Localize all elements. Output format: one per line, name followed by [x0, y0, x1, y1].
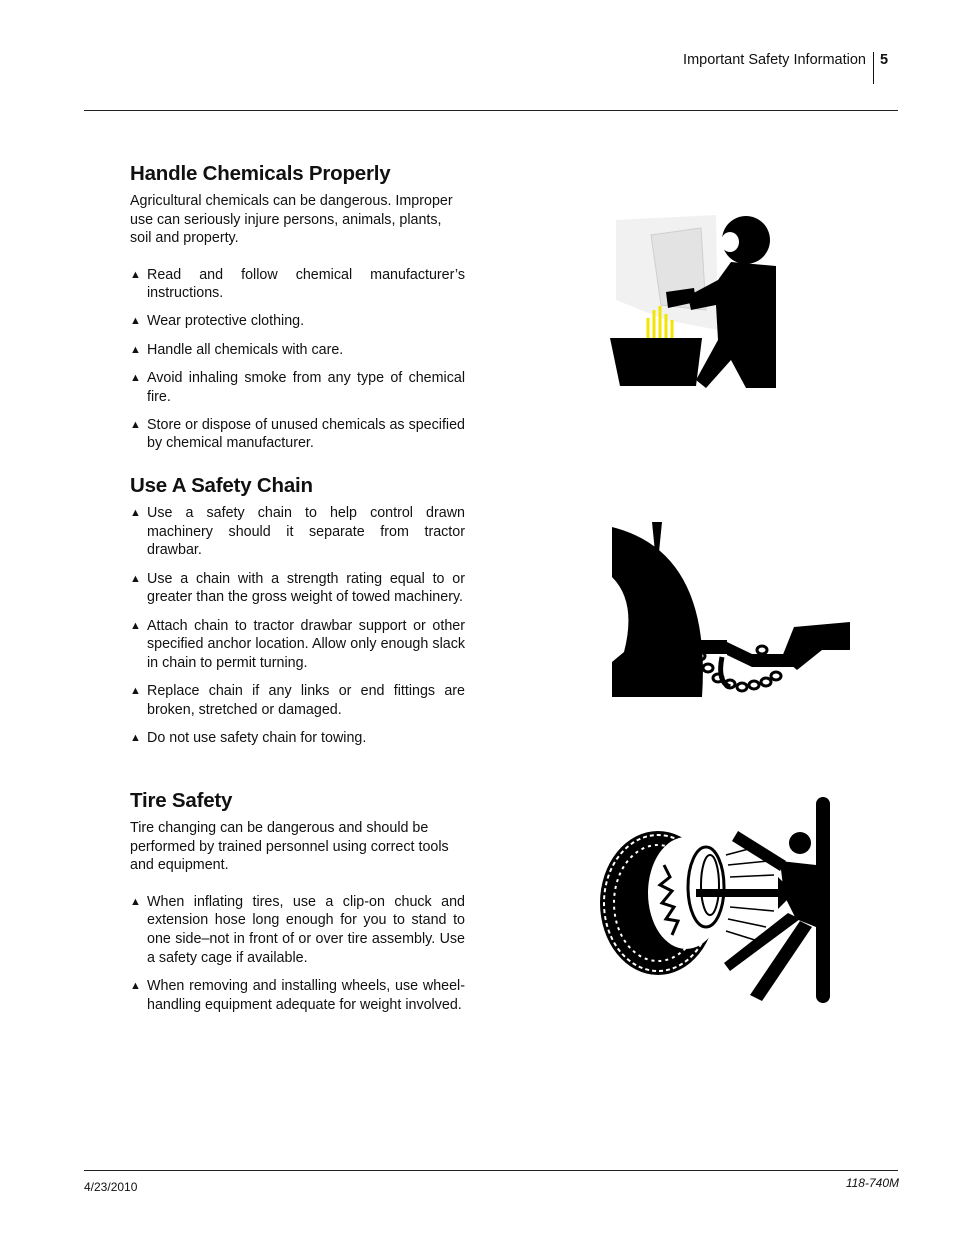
section-title: Use A Safety Chain: [130, 474, 313, 497]
header-divider: [873, 52, 874, 84]
list-item: ▲ Read and follow chemical manufacturer’s instructions.: [130, 266, 465, 302]
page-number: 5: [880, 52, 889, 68]
bullet-list: [130, 504, 465, 748]
list-item: ▲ Replace chain if any links or end fittings are broken, stretched or damaged.: [130, 683, 465, 718]
list-item: ▲ Use a safety chain to help control drawn machinery should it separate from tractor drawbar.: [130, 505, 465, 559]
list-item: ▲ When removing and installing wheels, use wheel-handling equipment adequate for weight involved.: [130, 977, 465, 1013]
list-item: ▲ When inflating tires, use a clip-on chuck and extension hose long enough for you to stand to one side–not in front of or over tire assembly. Use a safety cage if available.: [130, 893, 465, 966]
section-title: Tire Safety: [130, 789, 233, 812]
bullet-triangle-icon: ▲: [130, 343, 141, 356]
bullet-triangle-icon: ▲: [130, 371, 141, 384]
list-item: ▲ Avoid inhaling smoke from any type of chemical fire.: [130, 369, 465, 405]
bullet-triangle-icon: ▲: [130, 619, 141, 632]
section-tire-safety: [130, 789, 465, 1024]
bullet-triangle-icon: ▲: [130, 418, 141, 431]
section-intro: Agricultural chemicals can be dangerous. Improper use can seriously injure persons, animals, plants, soil and property.: [130, 193, 453, 246]
section-title: Handle Chemicals Properly: [130, 162, 391, 185]
section-intro: Tire changing can be dangerous and should be performed by trained personnel using correct tools and equipment.: [130, 820, 449, 873]
list-item: ▲ Attach chain to tractor drawbar support or other specified anchor location. Allow only enough slack in chain to permit turning.: [130, 617, 465, 671]
bullet-triangle-icon: ▲: [130, 268, 141, 281]
bullet-triangle-icon: ▲: [130, 732, 141, 745]
footer-rule: [84, 1170, 898, 1171]
bullet-list: [130, 893, 465, 1015]
list-item: ▲ Use a chain with a strength rating equal to or greater than the gross weight of towed machinery.: [130, 570, 465, 606]
bullet-list: [130, 266, 465, 454]
header-title: Important Safety Information: [683, 52, 866, 68]
list-item: ▲ Do not use safety chain for towing.: [130, 730, 367, 747]
chemical-handling-illustration-icon: [606, 210, 786, 390]
header-rule: [84, 110, 898, 111]
section-safety-chain: [130, 474, 465, 757]
bullet-triangle-icon: ▲: [130, 572, 141, 585]
tire-explosion-illustration-icon: [598, 795, 838, 1005]
bullet-triangle-icon: ▲: [130, 979, 141, 992]
list-item: ▲ Store or dispose of unused chemicals as specified by chemical manufacturer.: [130, 416, 465, 452]
bullet-triangle-icon: ▲: [130, 315, 141, 328]
list-item: ▲ Handle all chemicals with care.: [130, 341, 344, 358]
bullet-triangle-icon: ▲: [130, 685, 141, 698]
list-item: ▲ Wear protective clothing.: [130, 313, 305, 330]
safety-chain-illustration-icon: [612, 522, 852, 702]
footer-doc-code: 118-740M: [845, 1176, 899, 1190]
bullet-triangle-icon: ▲: [130, 895, 141, 908]
section-handle-chemicals: [130, 162, 465, 463]
bullet-triangle-icon: ▲: [130, 507, 141, 519]
footer-date: 4/23/2010: [84, 1180, 138, 1194]
